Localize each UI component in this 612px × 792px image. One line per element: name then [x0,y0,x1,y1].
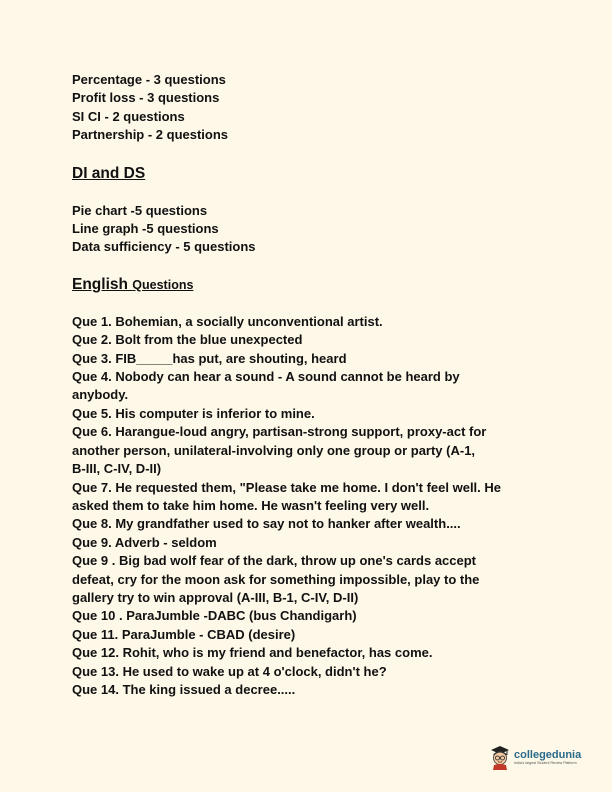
collegedunia-mascot-icon [489,744,511,770]
list-item: Que 11. ParaJumble - CBAD (desire) [72,626,296,642]
list-item: Que 4. Nobody can hear a sound - A sound cannot be heard by [72,369,460,385]
list-item: Que 10 . ParaJumble -DABC (bus Chandigarh) [72,608,357,624]
list-item: Que 9 . Big bad wolf fear of the dark, throw up one's cards accept [72,553,477,569]
list-item: anybody. [72,387,129,403]
list-item: Line graph -5 questions [72,221,219,237]
di-topic-list [72,202,552,257]
english-heading [72,275,552,295]
list-item: SI CI - 2 questions [72,108,185,124]
list-item: Profit loss - 3 questions [72,90,220,106]
list-item: Percentage - 3 questions [72,72,226,87]
list-item: Que 13. He used to wake up at 4 o'clock, didn't he? [72,663,387,679]
list-item: B-III, C-IV, D-II) [72,461,162,477]
logo-text [514,749,581,766]
list-item: Que 5. His computer is inferior to mine. [72,405,315,421]
list-item: Que 14. The king issued a decree..... [72,681,296,697]
quant-topic-list [72,71,552,145]
list-item: Que 7. He requested them, "Please take me home. I don't feel well. He [72,479,502,495]
list-item: Que 9. Adverb - seldom [72,534,217,550]
logo-tagline: India's largest Student Review Platform [514,760,577,765]
list-item: Que 6. Harangue-loud angry, partisan-strong support, proxy-act for [72,424,487,440]
list-item: defeat, cry for the moon ask for something impossible, play to the [72,571,480,587]
list-item: gallery try to win approval (A-III, B-1, C-IV, D-II) [72,589,359,605]
list-item: Que 8. My grandfather used to say not to hanker after wealth.... [72,516,461,532]
list-item: Que 12. Rohit, who is my friend and benefactor, has come. [72,645,433,661]
list-item: Que 2. Bolt from the blue unexpected [72,332,303,348]
list-item: Partnership - 2 questions [72,127,229,143]
list-item: asked them to take him home. He wasn't feeling very well. [72,497,430,513]
list-item: Pie chart -5 questions [72,202,208,218]
english-heading-sub: Questions [132,277,194,292]
list-item: Data sufficiency - 5 questions [72,239,256,255]
collegedunia-logo [489,744,581,770]
list-item: another person, unilateral-involving only one group or party (A-1, [72,442,476,458]
english-heading-main: English [72,275,128,293]
document-body [72,71,552,699]
list-item: Que 3. FIB_____has put, are shouting, heard [72,350,347,366]
english-question-list [72,313,552,700]
di-ds-heading: DI and DS [72,164,146,182]
list-item: Que 1. Bohemian, a socially unconventional artist. [72,313,383,329]
logo-name: collegedunia [514,748,582,761]
